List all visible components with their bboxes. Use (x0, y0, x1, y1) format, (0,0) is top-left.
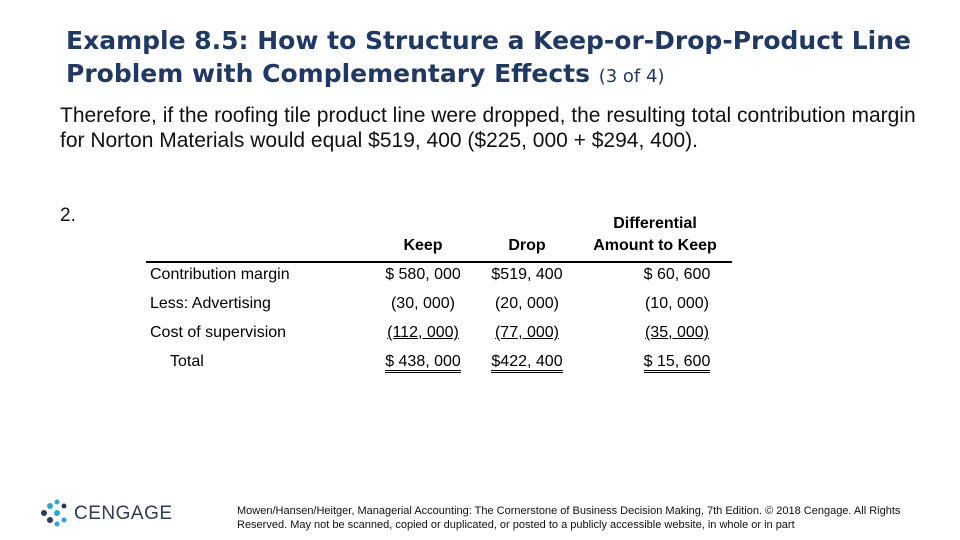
header-keep: Keep (403, 237, 443, 254)
row-label-total: Total (170, 353, 204, 370)
cell-diff: $ 15, 600 (644, 353, 711, 373)
cell-drop: (20, 000) (494, 295, 560, 312)
body-paragraph: Therefore, if the roofing tile product line were dropped, the resulting total contribution margin for Norton Materials would equal $519, 400 ($225, 000 + $294, 400). (60, 104, 916, 152)
cell-keep: $ 438, 000 (385, 353, 461, 373)
header-differential: Differential (613, 215, 697, 232)
header-rule (146, 261, 732, 263)
slide-title-part: (3 of 4) (598, 66, 665, 87)
copyright-footer: Mowen/Hansen/Heitger, Managerial Accounting: The Cornerstone of Business Decision Making, 7th Edition. © 2018 Cengage. All Rights Reserved. May not be scanned, copied or duplicated, or posted to a publicly accessible website, in whole or in part (237, 505, 901, 531)
header-amount-to-keep: Amount to Keep (593, 237, 717, 254)
item-number: 2. (60, 205, 76, 226)
cell-diff: $ 60, 600 (643, 266, 711, 283)
slide-title-main: Example 8.5: How to Structure a Keep-or-Drop-Product Line Problem with Complementary Effects (66, 26, 911, 88)
cell-keep: $ 580, 000 (385, 266, 461, 283)
cell-keep: (30, 000) (390, 295, 456, 312)
brand-name: CENGAGE (74, 503, 173, 524)
cell-drop: (77, 000) (494, 324, 560, 341)
cell-diff: (35, 000) (644, 324, 710, 341)
cell-drop: $422, 400 (491, 353, 562, 373)
cell-keep: (112, 000) (387, 324, 459, 341)
cell-diff: (10, 000) (644, 295, 710, 312)
row-label-contribution: Contribution margin (150, 266, 290, 283)
slide-title (66, 24, 946, 93)
row-label-advertising: Less: Advertising (150, 295, 271, 312)
row-label-supervision: Cost of supervision (150, 324, 287, 341)
cell-drop: $519, 400 (491, 266, 563, 283)
cengage-mark-icon (38, 498, 72, 528)
header-drop: Drop (508, 237, 546, 254)
